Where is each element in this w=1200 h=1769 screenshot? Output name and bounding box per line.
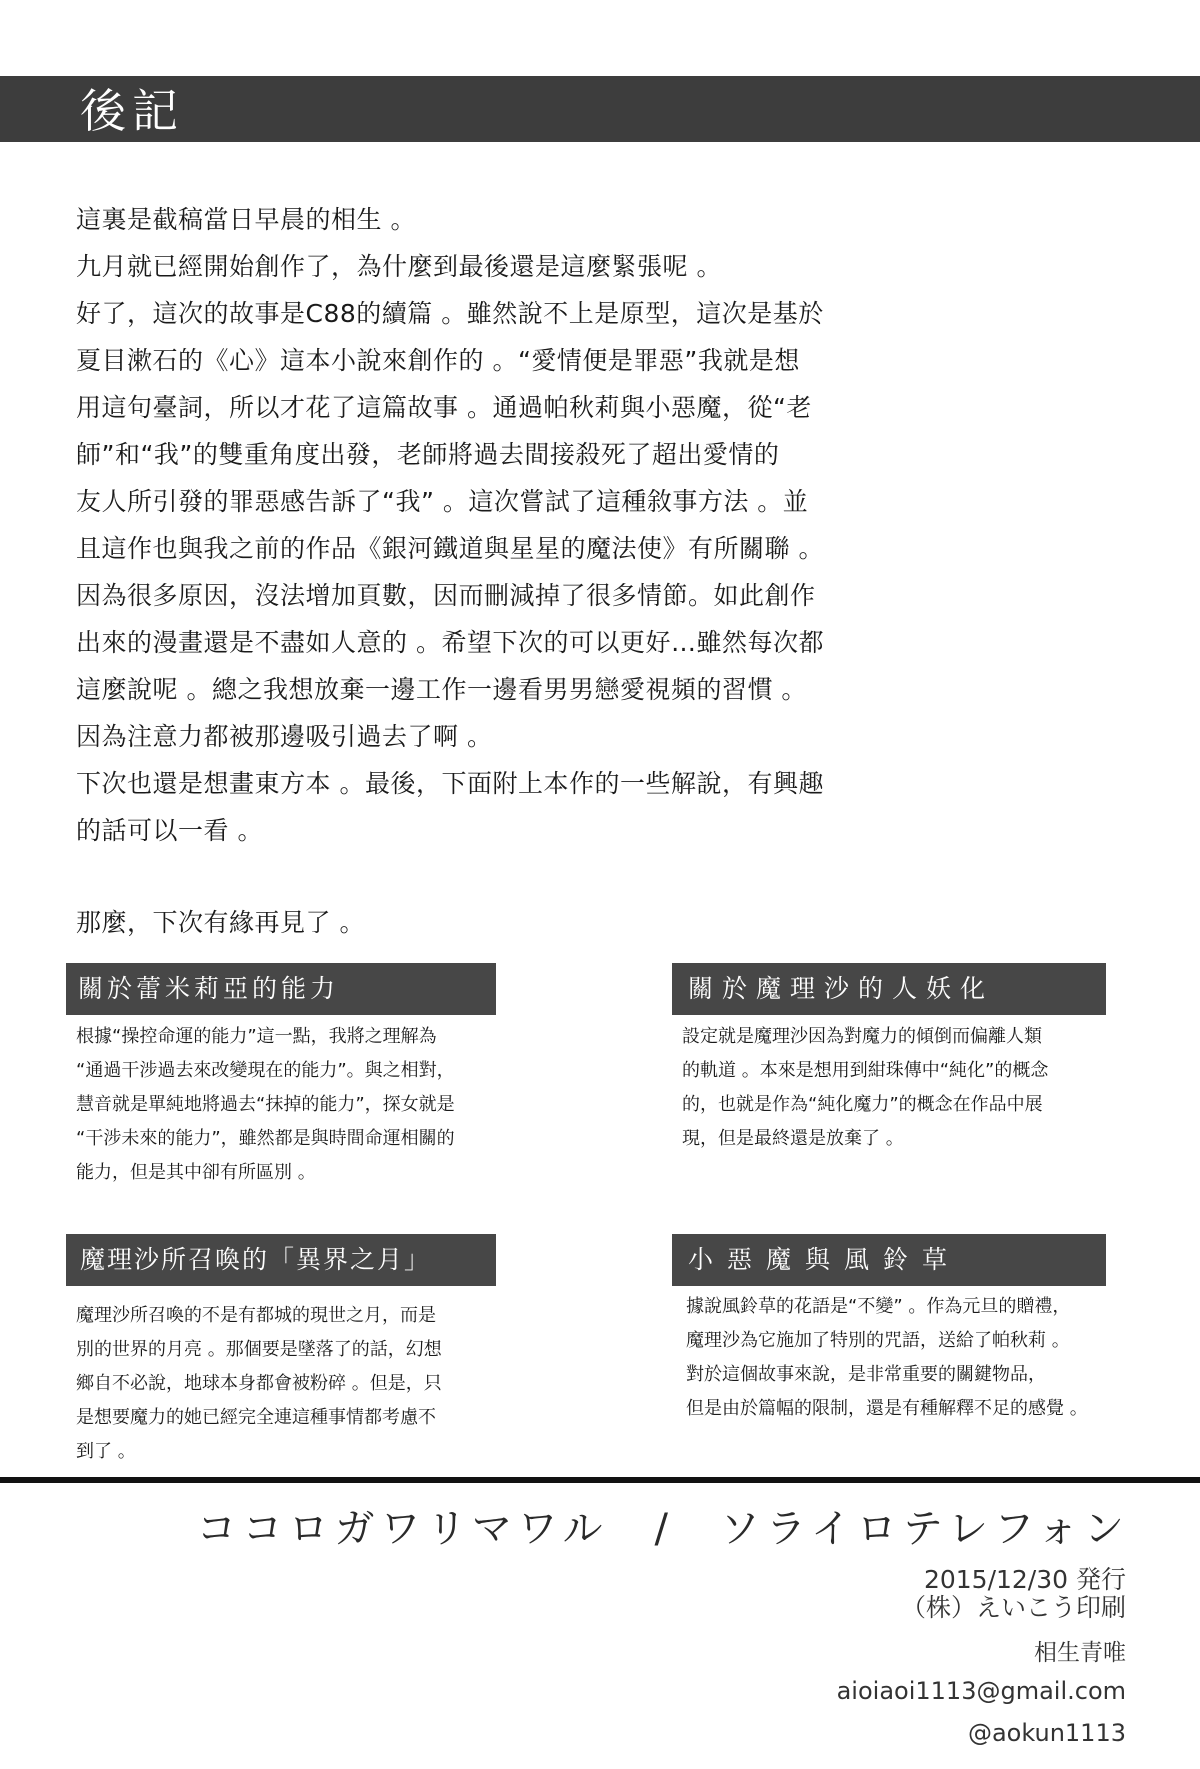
- note-body: [76, 1299, 536, 1469]
- note-line: “干涉未來的能力”，雖然都是與時間命運相關的: [76, 1128, 455, 1149]
- note-line: 的軌道 。本來是想用到紺珠傳中“純化”的概念: [682, 1060, 1049, 1081]
- note-line: 到了 。: [76, 1441, 136, 1462]
- afterword-closing: 那麼，下次有緣再見了 。: [76, 908, 365, 937]
- note-line: 據說風鈴草的花語是“不變” 。作為元旦的贈禮，: [686, 1296, 1071, 1317]
- afterword-line: 友人所引發的罪惡感告訴了“我” 。這次嘗試了這種敘事方法 。並: [76, 487, 809, 516]
- note-line: 鄉自不必說，地球本身都會被粉碎 。但是，只: [76, 1373, 442, 1394]
- afterword-line: 且這作也與我之前的作品《銀河鐵道與星星的魔法使》有所關聯 。: [76, 534, 824, 563]
- afterword-line: 這麼說呢 。總之我想放棄一邊工作一邊看男男戀愛視頻的習慣 。: [76, 675, 807, 704]
- footer-rule: [0, 1477, 1200, 1483]
- afterword-line: 因為注意力都被那邊吸引過去了啊 。: [76, 722, 493, 751]
- afterword-line: 師”和“我”的雙重角度出發，老師將過去間接殺死了超出愛情的: [76, 440, 780, 469]
- note-line: 別的世界的月亮 。那個要是墜落了的話，幻想: [76, 1339, 442, 1360]
- afterword-line: 夏目漱石的《心》這本小說來創作的 。“愛情便是罪惡”我就是想: [76, 346, 800, 375]
- work-title: ココロガワリマワル / ソライロテレフォン: [196, 1506, 1130, 1552]
- note-body: [76, 1020, 536, 1190]
- note-title: 關於蕾米莉亞的能力: [78, 974, 340, 1003]
- note-body: [686, 1290, 1146, 1426]
- page-title: 後記: [80, 84, 184, 138]
- author-name: 相生青唯: [1034, 1640, 1126, 1666]
- publish-date: 2015/12/30 発行: [923, 1565, 1126, 1594]
- afterword-line: 的話可以一看 。: [76, 816, 263, 845]
- author-handle: @aokun1113: [967, 1719, 1126, 1747]
- note-line: 是想要魔力的她已經完全連這種事情都考慮不: [76, 1407, 436, 1428]
- note-line: 魔理沙為它施加了特別的咒語，送給了帕秋莉 。: [686, 1330, 1070, 1351]
- printer-name: （株）えいこう印刷: [900, 1593, 1126, 1622]
- afterword-line: 出來的漫畫還是不盡如人意的 。希望下次的可以更好…雖然每次都: [76, 628, 824, 657]
- note-line: 設定就是魔理沙因為對魔力的傾倒而偏離人類: [682, 1026, 1042, 1047]
- note-line: 根據“操控命運的能力”這一點，我將之理解為: [76, 1026, 437, 1047]
- afterword-line: 這裏是截稿當日早晨的相生 。: [76, 205, 416, 234]
- paragraph-gap: [76, 854, 1136, 899]
- note-line: 的，也就是作為“純化魔力”的概念在作品中展: [682, 1094, 1043, 1115]
- afterword-line: 九月就已經開始創作了，為什麼到最後還是這麼緊張呢 。: [76, 252, 722, 281]
- afterword-line: 因為很多原因，沒法增加頁數，因而刪減掉了很多情節。如此創作: [76, 581, 816, 610]
- author-email: aioiaoi1113@gmail.com: [836, 1677, 1126, 1705]
- afterword-line: 好了，這次的故事是C88的續篇 。雖然說不上是原型，這次是基於: [76, 299, 824, 328]
- note-line: 魔理沙所召喚的不是有都城的現世之月，而是: [76, 1305, 436, 1326]
- note-line: 現，但是最終還是放棄了 。: [682, 1128, 904, 1149]
- note-body: [682, 1020, 1142, 1156]
- afterword-line: 下次也還是想畫東方本 。最後，下面附上本作的一些解說，有興趣: [76, 769, 824, 798]
- note-title: 魔理沙所召喚的「異界之月」: [80, 1245, 432, 1274]
- note-line: 能力，但是其中卻有所區別 。: [76, 1162, 316, 1183]
- note-line: “通過干涉過去來改變現在的能力”。與之相對，: [76, 1060, 455, 1081]
- note-line: 對於這個故事來說，是非常重要的關鍵物品，: [686, 1364, 1046, 1385]
- note-line: 但是由於篇幅的限制，還是有種解釋不足的感覺 。: [686, 1398, 1088, 1419]
- note-line: 慧音就是單純地將過去“抹掉的能力”，探女就是: [76, 1094, 455, 1115]
- afterword-body: [76, 196, 1136, 946]
- afterword-line: 用這句臺詞，所以才花了這篇故事 。通過帕秋莉與小惡魔，從“老: [76, 393, 812, 422]
- note-title: 關於魔理沙的人妖化: [688, 974, 995, 1003]
- note-title: 小惡魔與風鈴草: [688, 1245, 962, 1274]
